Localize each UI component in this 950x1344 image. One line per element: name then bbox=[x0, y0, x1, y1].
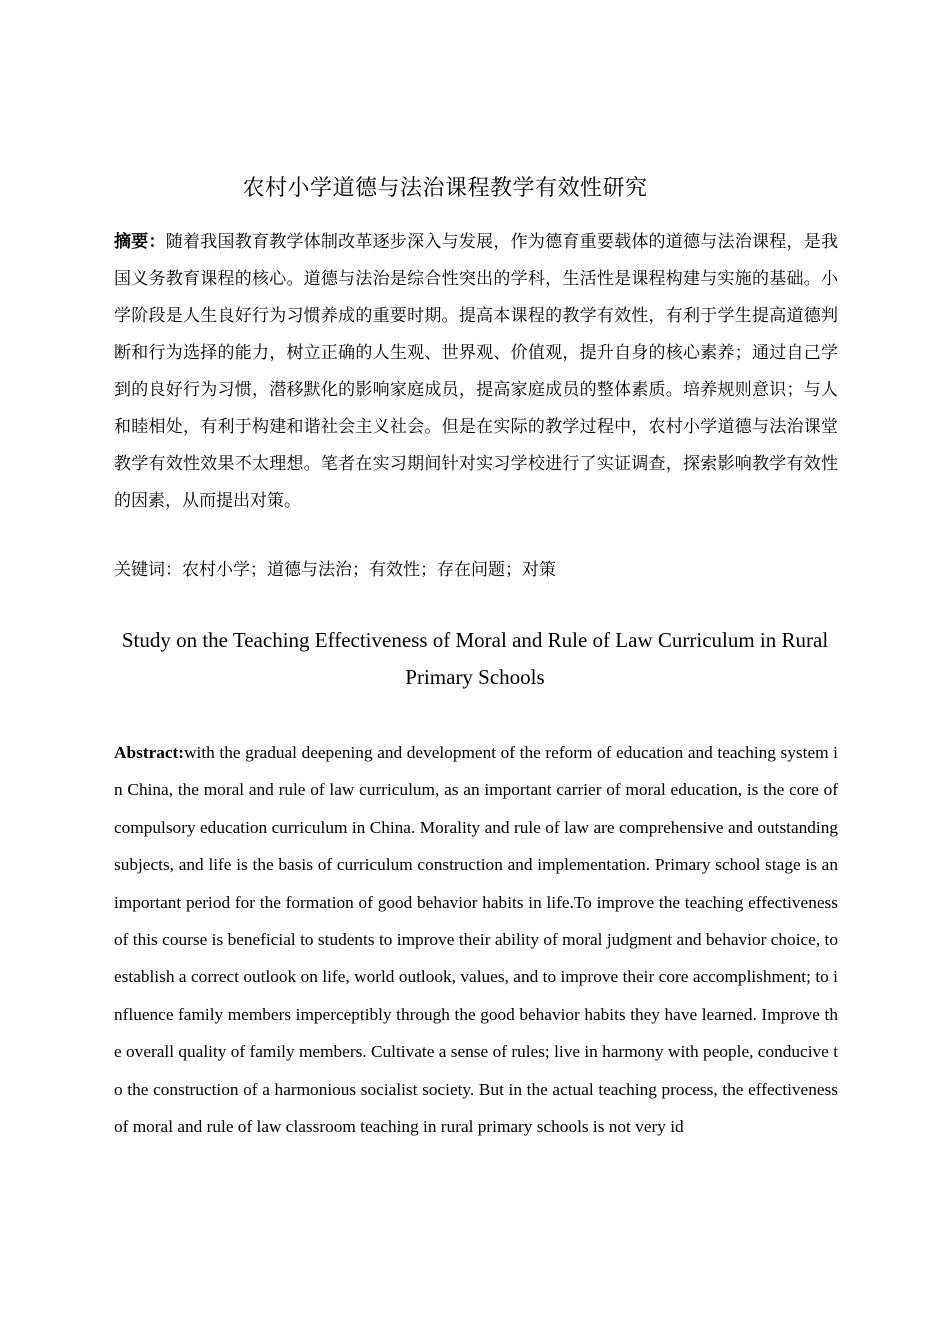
english-abstract-label: Abstract: bbox=[114, 743, 185, 762]
chinese-abstract-text: 随着我国教育教学体制改革逐步深入与发展，作为德育重要载体的道德与法治课程，是我国义务教育课程的核心。道德与法治是综合性突出的学科，生活性是课程构建与实施的基础。小学阶段是人生良好行为习惯养成的重要时期。提高本课程的教学有效性，有利于学生提高道德判断和行为选择的能力，树立正确的人生观、世界观、价值观，提升自身的核心素养；通过自己学到的良好行为习惯，潜移默化的影响家庭成员，提高家庭成员的整体素质。培养规则意识；与人和睦相处，有利于构建和谐社会主义社会。但是在实际的教学过程中，农村小学道德与法治课堂教学有效性效果不太理想。笔者在实习期间针对实习学校进行了实证调查，探索影响教学有效性的因素，从而提出对策。 bbox=[114, 232, 839, 511]
chinese-abstract-label: 摘要： bbox=[114, 232, 166, 252]
english-title: Study on the Teaching Effectiveness of Moral and Rule of Law Curriculum in Rural Primary Schools bbox=[121, 628, 829, 689]
english-abstract bbox=[114, 734, 838, 1145]
chinese-keywords: 关键词：农村小学；道德与法治；有效性；存在问题；对策 bbox=[114, 560, 556, 580]
chinese-abstract bbox=[114, 224, 838, 520]
chinese-title: 农村小学道德与法治课程教学有效性研究 bbox=[242, 176, 648, 201]
english-abstract-text: with the gradual deepening and development of the reform of education and teaching system in China, the moral and rule of law curriculum, as an important carrier of moral education, is the core of compulsory education curriculum in China. Morality and rule of law are comprehensive and outstanding subjects, and life is the basis of curriculum construction and implementation. Primary school stage is an important period for the formation of good behavior habits in life.To improve the teaching effectiveness of this course is beneficial to students to improve their ability of moral judgment and behavior choice, to establish a correct outlook on life, world outlook, values, and to improve their core accomplishment; to influence family members imperceptibly through the good behavior habits they have learned. Improve the overall quality of family members. Cultivate a sense of rules; live in harmony with people, conducive to the construction of a harmonious socialist society. But in the actual teaching process, the effectiveness of moral and rule of law classroom teaching in rural primary schools is not very id bbox=[114, 743, 838, 1137]
